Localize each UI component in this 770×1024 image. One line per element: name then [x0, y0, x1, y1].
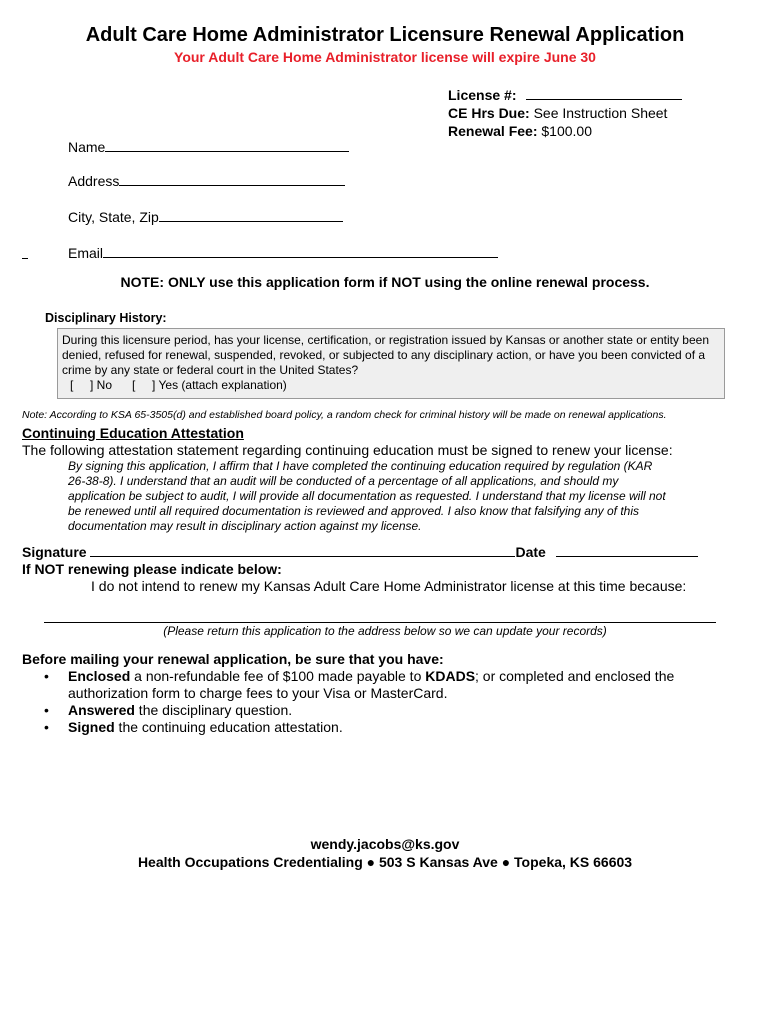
email-line[interactable]	[103, 245, 498, 258]
date-label: Date	[515, 544, 546, 560]
ce-hours-row	[448, 105, 667, 121]
disciplinary-yes-option[interactable]: [ ] Yes (attach explanation)	[132, 378, 287, 392]
email-field-row	[68, 245, 498, 261]
disciplinary-heading: Disciplinary History:	[45, 311, 167, 325]
checklist-signed-bold: Signed	[68, 719, 115, 735]
checklist-item-enclosed	[44, 668, 704, 702]
name-field-row	[68, 139, 349, 155]
page-title: Adult Care Home Administrator Licensure Renewal Application	[85, 24, 685, 46]
return-note: (Please return this application to the address below so we can update your records)	[163, 624, 607, 638]
signature-line[interactable]	[90, 544, 515, 557]
city-state-zip-line[interactable]	[159, 209, 343, 222]
address-field-row	[68, 173, 345, 189]
signature-label: Signature	[22, 544, 87, 560]
renewal-fee-label: Renewal Fee:	[448, 123, 538, 139]
renewal-fee-row	[448, 123, 592, 139]
expiration-notice: Your Adult Care Home Administrator license will expire June 30	[174, 49, 596, 65]
license-number-row	[448, 87, 682, 103]
checklist-answered-bold: Answered	[68, 702, 135, 718]
name-label: Name	[68, 139, 106, 155]
ce-attestation-intro: The following attestation statement regarding continuing education must be signed to renew your license:	[22, 442, 673, 458]
ce-attestation-heading: Continuing Education Attestation	[22, 425, 244, 441]
checklist-signed-text: the continuing education attestation.	[114, 719, 343, 735]
city-field-row	[68, 209, 343, 225]
online-renewal-note: NOTE: ONLY use this application form if NOT using the online renewal process.	[120, 274, 650, 290]
checklist-enclosed-text2: ; or completed and enclosed the authorization form to charge fees to your Visa or MasterCard.	[68, 668, 675, 701]
ce-hours-value: See Instruction Sheet	[533, 105, 668, 121]
contact-address: Health Occupations Credentialing ● 503 S Kansas Ave ● Topeka, KS 66603	[137, 854, 633, 870]
checklist-item-signed	[44, 719, 704, 736]
name-line[interactable]	[105, 139, 349, 152]
license-number-label: License #:	[448, 87, 517, 103]
contact-email: wendy.jacobs@ks.gov	[310, 836, 460, 852]
ce-hours-label: CE Hrs Due:	[448, 105, 530, 121]
disciplinary-no-option[interactable]: [ ] No	[70, 378, 113, 392]
bullet-icon: •	[44, 719, 49, 735]
disciplinary-box	[57, 328, 725, 399]
license-number-line[interactable]	[526, 87, 682, 100]
mailing-checklist-heading: Before mailing your renewal application, be sure that you have:	[22, 651, 444, 667]
criminal-check-note: Note: According to KSA 65-3505(d) and established board policy, a random check for criminal history will be made on renewal applications.	[22, 409, 667, 421]
ce-attestation-statement: By signing this application, I affirm that I have completed the continuing education required by regulation (KAR 26-38-8). I understand that an audit will be conducted of a percentage of all applications, and should my application be subject to audit, I will provide all documentation as requested. I understand that my license will not be renewed until all required documentation is reviewed and approved. I also know that falsifying any of this documentation may result in disciplinary action against my license.	[68, 459, 666, 533]
address-label: Address	[68, 173, 120, 189]
margin-dash	[22, 258, 28, 259]
date-line[interactable]	[556, 544, 698, 557]
disciplinary-question: During this licensure period, has your license, certification, or registration issued by Kansas or another state or entity been denied, refused for renewal, suspended, revoked, or subjected to any disciplinary action, or have you been convicted of a crime by any state or federal court in the United States?	[62, 333, 710, 377]
not-renewing-heading: If NOT renewing please indicate below:	[22, 561, 282, 577]
city-state-zip-label: City, State, Zip	[68, 209, 159, 225]
checklist-answered-text: the disciplinary question.	[134, 702, 293, 718]
renewal-fee-value: $100.00	[541, 123, 592, 139]
disciplinary-options	[62, 378, 720, 393]
checklist-item-answered	[44, 702, 704, 719]
email-label: Email	[68, 245, 104, 261]
signature-row	[22, 544, 698, 560]
bullet-icon: •	[44, 702, 49, 718]
reason-line[interactable]	[44, 622, 716, 623]
mailing-checklist	[44, 668, 704, 736]
checklist-kdads: KDADS	[425, 668, 476, 684]
address-line[interactable]	[119, 173, 345, 186]
not-renewing-statement: I do not intend to renew my Kansas Adult Care Home Administrator license at this time because:	[91, 578, 687, 594]
checklist-enclosed-bold: Enclosed	[68, 668, 131, 684]
bullet-icon: •	[44, 668, 49, 684]
checklist-enclosed-text: a non-refundable fee of $100 made payable to	[130, 668, 426, 684]
